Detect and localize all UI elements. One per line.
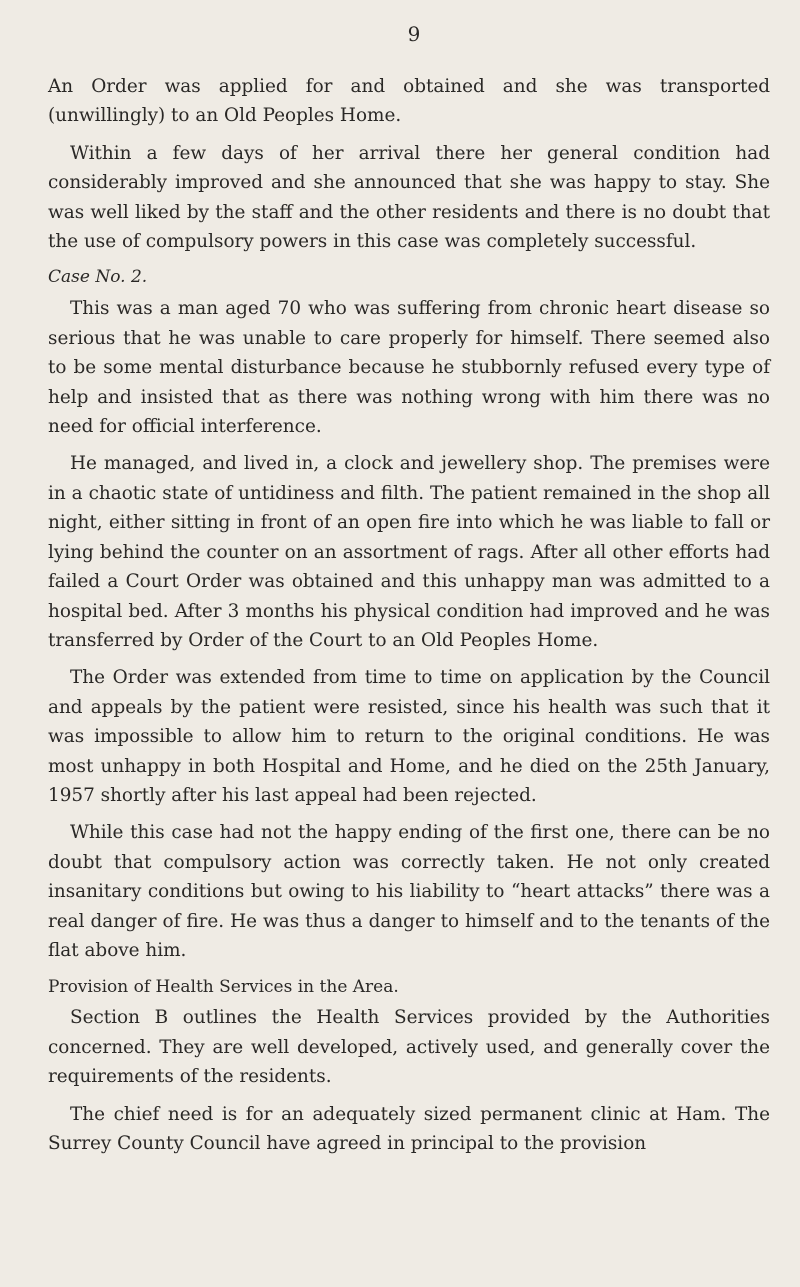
page-number: 9 [407, 22, 421, 46]
section-heading: Provision of Health Services in the Area. [48, 977, 399, 998]
paragraph-compulsory-action: While this case had not the happy ending of the first one, there can be no doubt that compulsory action was correctly taken. He not only created insanitary conditions but owing to his liability to “heart attacks” there was a real danger of fire. He was thus a danger to himself and to the tenants of the flat above him. [48, 822, 770, 961]
paragraph-order-extended: The Order was extended from time to time on application by the Council and appeals by the patient were resisted, since his health was such that it was impossible to allow him to return to the original conditions. He was most unhappy in both Hospital and Home, and he died on the 25th January, 1957 shortly after his last appeal had been rejected. [48, 667, 770, 806]
document-page [48, 22, 770, 1166]
case-heading: Case No. 2. [48, 267, 148, 288]
paragraph-section-b: Section B outlines the Health Services provided by the Authorities concerned. They are well developed, actively used, and generally cover the requirements of the residents. [48, 1007, 770, 1088]
paragraph-arrival-condition: Within a few days of her arrival there her general condition had considerably improved and she announced that she was happy to stay. She was well liked by the staff and the other residents and there is no doubt that the use of compulsory powers in this case was completely successful. [48, 142, 770, 253]
paragraph-case-two-intro: This was a man aged 70 who was suffering from chronic heart disease so serious that he was unable to care properly for himself. There seemed also to be some mental disturbance because he stubbornly refused every type of help and insisted that as there was nothing wrong with him there was no need for official interference. [48, 298, 770, 438]
paragraph-order-applied: An Order was applied for and obtained and she was transported (unwillingly) to an Old Peoples Home. [48, 76, 770, 127]
paragraph-clinic-need: The chief need is for an adequately sized permanent clinic at Ham. The Surrey County Council have agreed in principal to the provision [48, 1103, 770, 1154]
paragraph-clock-shop: He managed, and lived in, a clock and jewellery shop. The premises were in a chaotic state of untidiness and filth. The patient remained in the shop all night, either sitting in front of an open fire into which he was liable to fall or lying behind the counter on an assortment of rags. After all other efforts had failed a Court Order was obtained and this unhappy man was admitted to a hospital bed. After 3 months his physical condition had improved and he was transferred by Order of the Court to an Old Peoples Home. [48, 453, 770, 651]
